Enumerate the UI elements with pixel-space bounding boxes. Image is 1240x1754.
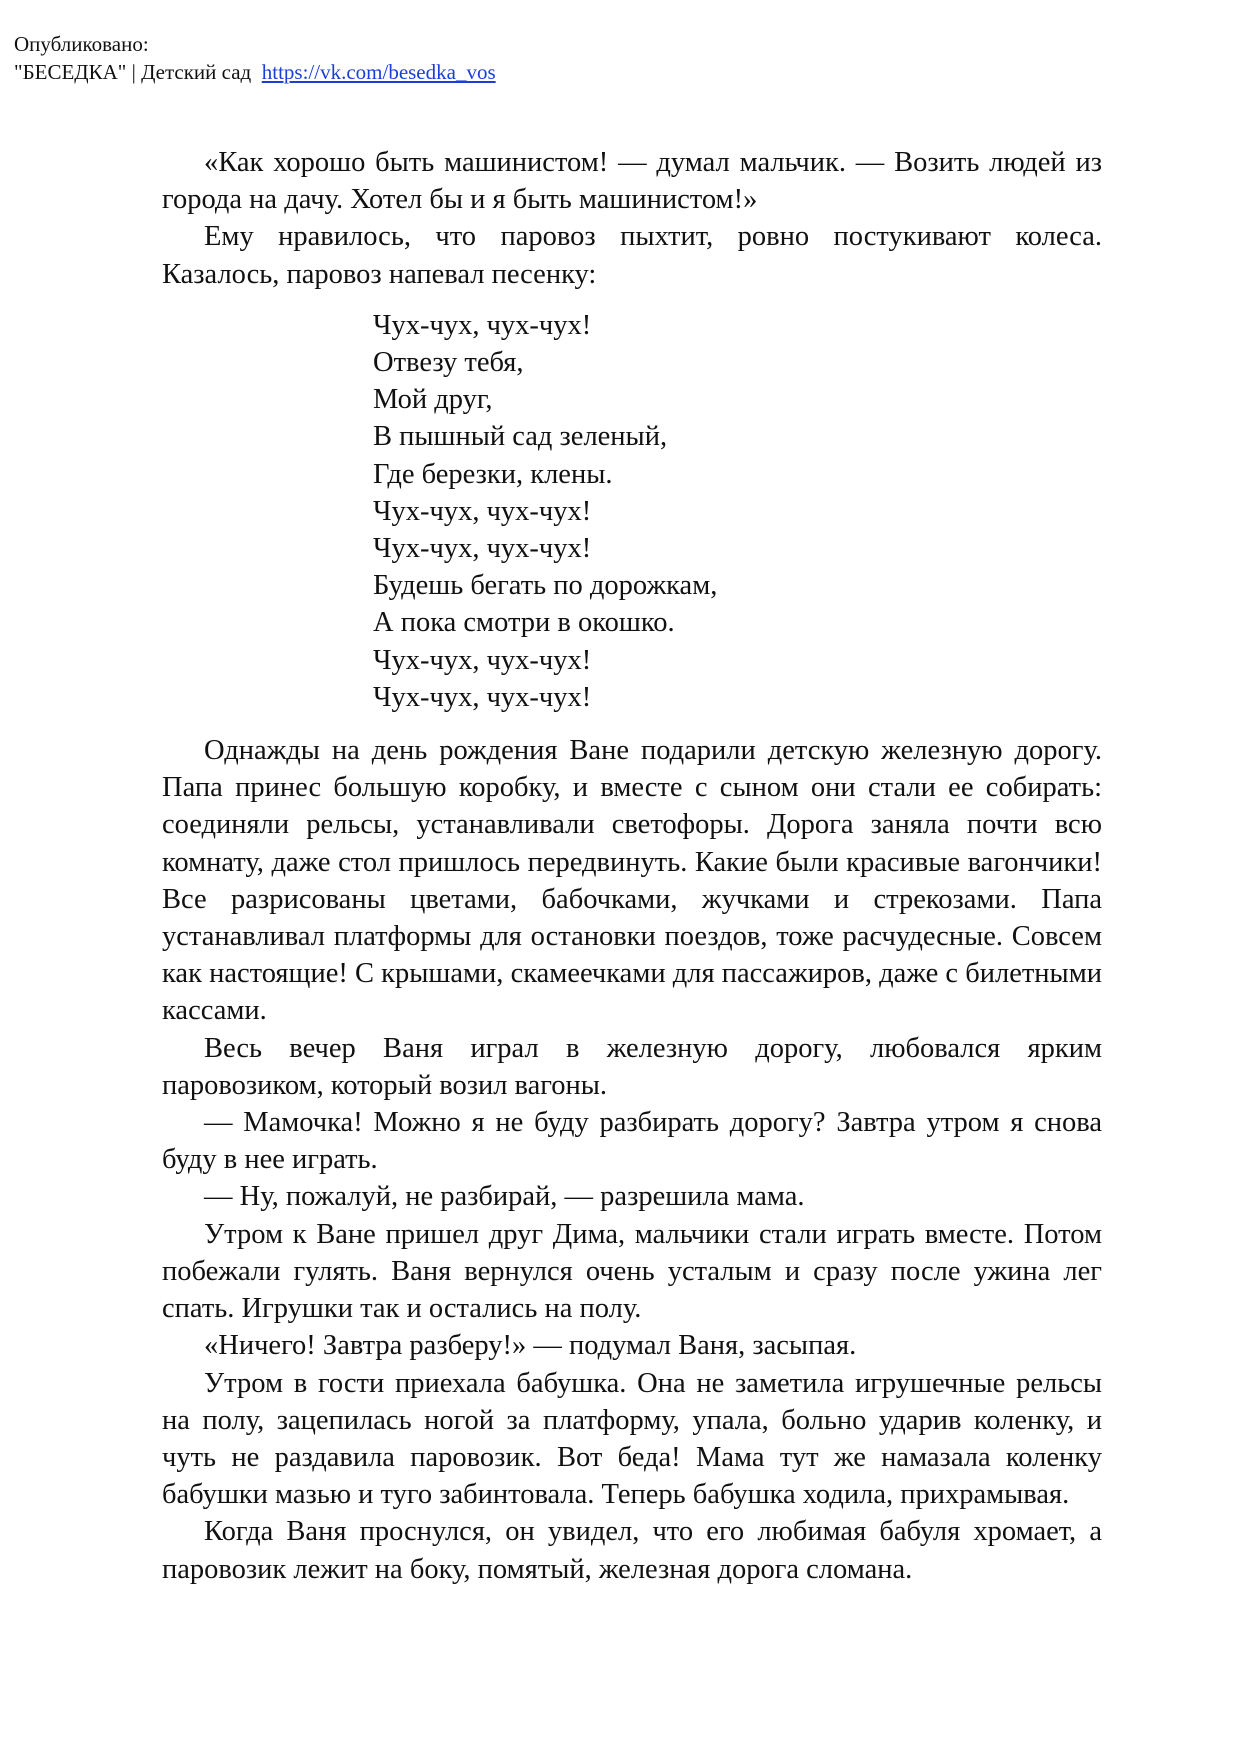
- story-paragraph: Однажды на день рождения Ване подарили детскую железную дорогу. Папа принес большую коробку, и вместе с сыном они стали ее собирать: соединяли рельсы, устанавливали светофоры. Дорога заняла почти всю комнату, даже стол пришлось передвинуть. Какие были красивые вагончики! Все разрисованы цветами, бабочками, жучками и стрекозами. Папа устанавливал платформы для остановки поездов, тоже расчудесные. Совсем как настоящие! С крышами, скамеечками для пассажиров, даже с билетными кассами.: [162, 735, 1102, 1027]
- poem-line: Чух-чух, чух-чух!: [373, 495, 592, 527]
- poem-line: А пока смотри в окошко.: [373, 607, 675, 639]
- poem-line: Будешь бегать по дорожкам,: [373, 570, 718, 602]
- story-paragraph: «Как хорошо быть машинистом! — думал мальчик. — Возить людей из города на дачу. Хотел бы и я быть машинистом!»: [162, 147, 1102, 216]
- published-label: Опубликовано:: [14, 32, 149, 56]
- story-paragraph: Утром в гости приехала бабушка. Она не заметила игрушечные рельсы на полу, зацепилась ногой за платформу, упала, больно ударив коленку, и чуть не раздавила паровозик. Вот беда! Мама тут же намазала коленку бабушки мазью и туго забинтовала. Теперь бабушка ходила, прихрамывая.: [162, 1367, 1102, 1511]
- story-paragraph: Утром к Ване пришел друг Дима, мальчики стали играть вместе. Потом побежали гулять. Ваня вернулся очень усталым и сразу после ужина лег спать. Игрушки так и остались на полу.: [162, 1218, 1102, 1325]
- source-name: "БЕСЕДКА" | Детский сад: [14, 60, 252, 84]
- poem-line: Мой друг,: [373, 384, 493, 416]
- source-line: [14, 58, 496, 86]
- poem-line: Чух-чух, чух-чух!: [373, 681, 592, 713]
- dialogue-line: — Мамочка! Можно я не буду разбирать дорогу? Завтра утром я снова буду в нее играть.: [162, 1107, 1102, 1176]
- thought-line: «Ничего! Завтра разберу!» — подумал Ваня, засыпая.: [204, 1330, 857, 1362]
- poem-line: Чух-чух, чух-чух!: [373, 644, 592, 676]
- story-paragraph: Ему нравилось, что паровоз пыхтит, ровно постукивают колеса. Казалось, паровоз напевал песенку:: [162, 221, 1102, 290]
- story-paragraph: Когда Ваня проснулся, он увидел, что его любимая бабуля хромает, а паровозик лежит на боку, помятый, железная дорога сломана.: [162, 1516, 1102, 1585]
- song-poem: [373, 307, 1102, 716]
- publication-header: [14, 30, 496, 86]
- source-link[interactable]: https://vk.com/besedka_vos: [261, 60, 496, 84]
- poem-line: Чух-чух, чух-чух!: [373, 533, 592, 565]
- poem-line: Отвезу тебя,: [373, 347, 524, 379]
- poem-line: Чух-чух, чух-чух!: [373, 309, 592, 341]
- poem-line: Где березки, клены.: [373, 458, 613, 490]
- story-paragraph: Весь вечер Ваня играл в железную дорогу, любовался ярким паровозиком, который возил вагоны.: [162, 1032, 1102, 1101]
- poem-line: В пышный сад зеленый,: [373, 421, 668, 453]
- dialogue-line: — Ну, пожалуй, не разбирай, — разрешила мама.: [204, 1181, 805, 1213]
- story-text: [162, 144, 1102, 1588]
